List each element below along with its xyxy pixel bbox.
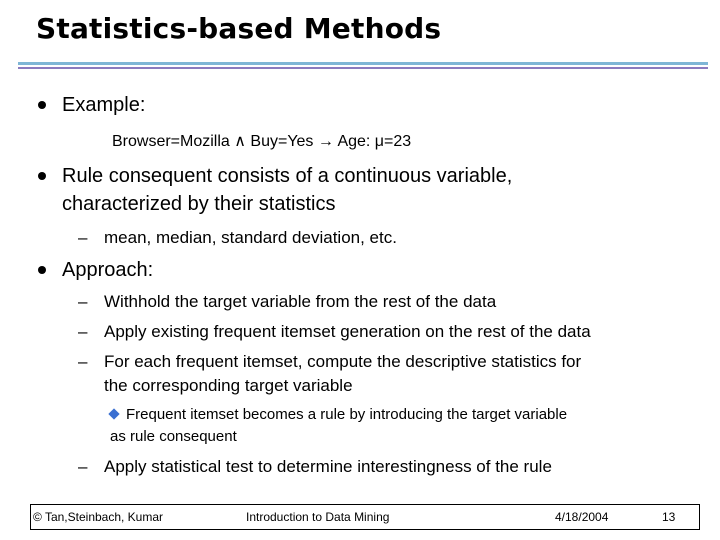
bullet-rule-consequent: Rule consequent consists of a continuous variable, [62,165,513,187]
approach-sub-1: Withhold the target variable from the rest of the data [104,292,497,311]
bullet-icon [38,172,46,180]
bullet-approach: Approach: [62,259,154,281]
bullet-icon [38,101,46,109]
dash-marker: – [78,352,88,371]
footer-page-number: 13 [662,510,676,524]
footer-date: 4/18/2004 [555,510,609,524]
approach-sub-2: Apply existing frequent itemset generation on the rest of the data [104,322,591,341]
dash-marker: – [78,292,88,311]
example-rule: Browser=Mozilla ∧ Buy=Yes → Age: μ=23 [112,133,412,150]
approach-sub-4: Apply statistical test to determine interestingness of the rule [104,457,552,476]
bullet-rule-consequent-cont: characterized by their statistics [62,193,336,215]
bullet-example: Example: [62,94,146,116]
dash-marker: – [78,457,88,476]
bullet-icon [38,266,46,274]
subsub-line-1: Frequent itemset becomes a rule by introducing the target variable [126,406,568,423]
slide-title: Statistics-based Methods [36,12,442,45]
footer-copyright: © Tan,Steinbach, Kumar [33,510,164,524]
diamond-bullet-icon [108,408,119,419]
dash-marker: – [78,322,88,341]
stats-sub: mean, median, standard deviation, etc. [104,228,397,247]
dash-marker: – [78,228,88,247]
divider-line-bottom [18,67,708,69]
divider-line-top [18,62,708,65]
slide-footer [30,504,700,530]
footer-course: Introduction to Data Mining [246,510,390,524]
approach-sub-3-cont: the corresponding target variable [104,376,353,395]
title-divider [18,62,708,72]
approach-sub-3: For each frequent itemset, compute the descriptive statistics for [104,352,582,371]
subsub-line-2: as rule consequent [110,428,237,445]
